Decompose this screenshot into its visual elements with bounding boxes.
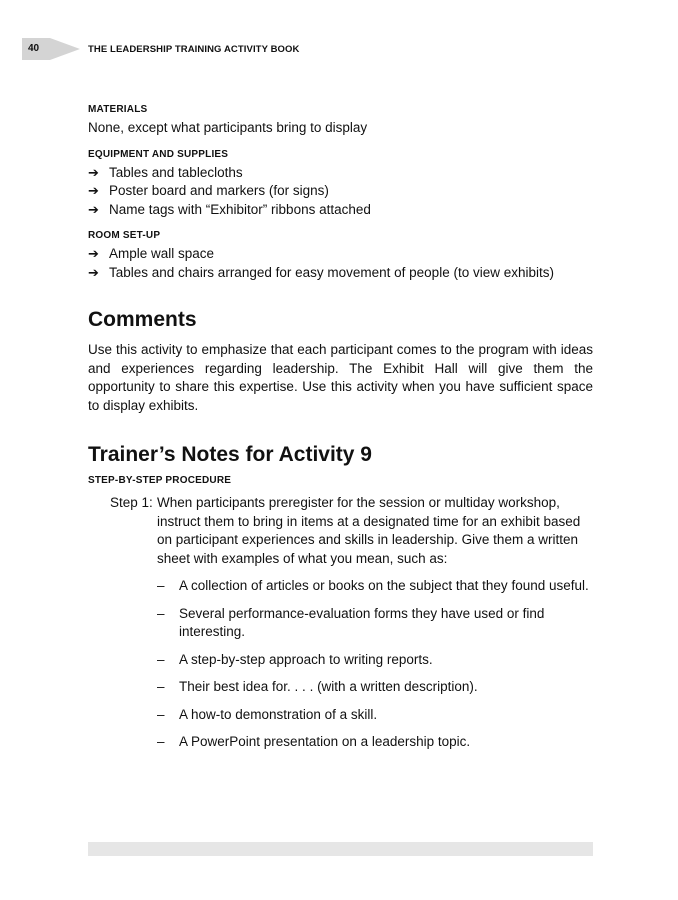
room-setup-section: [88, 229, 593, 282]
list-item: – Their best idea for. . . . (with a written description).: [157, 678, 593, 697]
arrow-icon: ➔: [88, 164, 99, 180]
materials-text: None, except what participants bring to display: [88, 120, 368, 135]
dash-icon: –: [157, 578, 165, 593]
step-1: [88, 494, 593, 752]
procedure-label: STEP-BY-STEP PROCEDURE: [88, 475, 232, 486]
dash-icon: –: [157, 651, 165, 667]
arrow-icon: ➔: [88, 201, 99, 217]
arrow-icon: ➔: [88, 183, 99, 198]
arrow-icon: ➔: [88, 264, 99, 280]
list-item: – Several performance-evaluation forms they have used or find interesting.: [157, 605, 545, 639]
list-item: – A PowerPoint presentation on a leadership topic.: [157, 733, 593, 752]
page-content: [88, 103, 593, 761]
list-item: ➔ Ample wall space: [88, 245, 593, 264]
list-item: ➔ Tables and tablecloths: [88, 164, 593, 183]
equipment-list: [88, 164, 593, 220]
running-head: THE LEADERSHIP TRAINING ACTIVITY BOOK: [88, 44, 300, 55]
footer-bar: [88, 842, 593, 856]
comments-heading: Comments: [88, 308, 197, 331]
comments-text: Use this activity to emphasize that each participant comes to the program with ideas and experiences regarding leadership. The Exhibit Hall will give them the opportunity to share this expertise. Use this activity when you have sufficient space to display exhibits.: [88, 342, 593, 413]
materials-section: [88, 103, 593, 138]
equipment-label: EQUIPMENT AND SUPPLIES: [88, 148, 229, 160]
dash-icon: –: [157, 706, 165, 722]
dash-icon: –: [157, 734, 165, 749]
room-setup-label: ROOM SET-UP: [88, 230, 161, 241]
trainer-notes-heading: Trainer’s Notes for Activity 9: [88, 443, 372, 466]
list-item: – A how-to demonstration of a skill.: [157, 706, 593, 725]
list-item: – A collection of articles or books on the subject that they found useful.: [157, 577, 593, 596]
dash-icon: –: [157, 679, 165, 694]
equipment-section: [88, 148, 593, 220]
example-list: [157, 577, 593, 752]
list-item: ➔ Poster board and markers (for signs): [88, 182, 593, 201]
list-item: ➔ Tables and chairs arranged for easy movement of people (to view exhibits): [88, 264, 593, 283]
list-item: ➔ Name tags with “Exhibitor” ribbons attached: [88, 201, 593, 220]
materials-label: MATERIALS: [88, 104, 148, 115]
dash-icon: –: [157, 605, 165, 621]
step-text: When participants preregister for the session or multiday workshop, instruct them to bring in items at a designated time for an exhibit based on participant experiences and skills in leadership. Give them a written sheet with examples of what you mean, such as:: [157, 495, 581, 566]
room-setup-list: [88, 245, 593, 282]
step-label: Step 1:: [110, 495, 153, 510]
arrow-icon: ➔: [88, 246, 99, 261]
page-number: 40: [28, 43, 40, 54]
list-item: – A step-by-step approach to writing reports.: [157, 651, 593, 670]
